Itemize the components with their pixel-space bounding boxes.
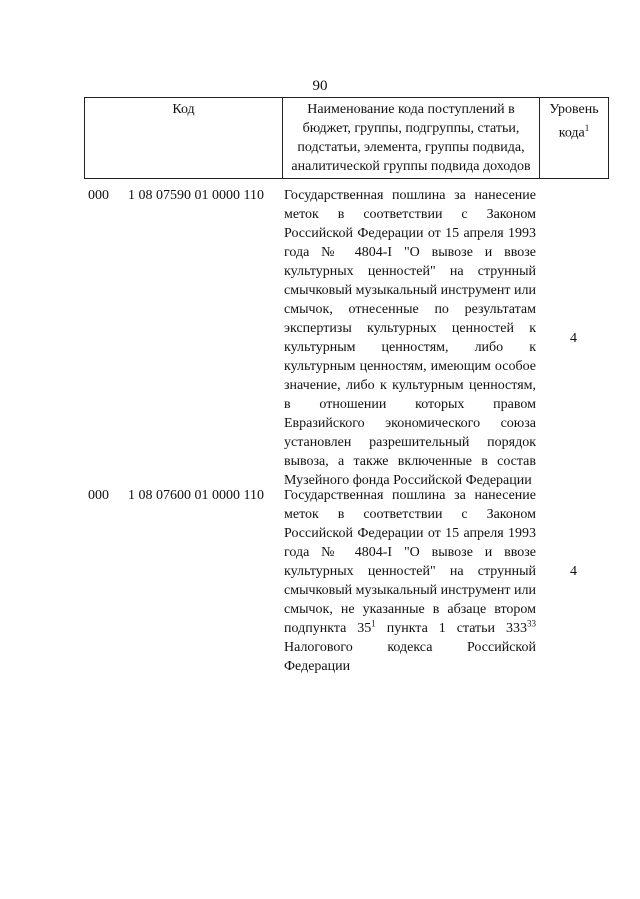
row-revenue-code: 1 08 07590 01 0000 110 xyxy=(128,188,264,203)
footnote-superscript: 1 xyxy=(371,618,376,629)
row-description-part: пункта 1 статьи 333 xyxy=(375,621,527,636)
page-number: 90 xyxy=(312,78,328,94)
header-level xyxy=(540,98,609,179)
header-name: Наименование кода поступлений в бюджет, группы, подгруппы, статьи, подстатьи, элемента, группы подвида, аналитической группы подвида доходов xyxy=(283,98,540,179)
row-level: 4 xyxy=(570,564,577,579)
row-description: Государственная пошлина за нанесение меток в соответствии с Законом Российской Федерации от 15 апреля 1993 года № 4804-I "О вывозе и ввозе культурных ценностей" на струнный смычковый музыкальный инструмент или смычок, отнесенные по результатам экспертизы культурных ценностей к культурным ценностям, либо к культурным ценностям, имеющим особое значение, либо к культурным ценностям, в отношении которых правом Евразийского экономического союза установлен разрешительный порядок вывоза, а также включенные в состав Музейного фонда Российской Федерации xyxy=(284,188,536,488)
table-header xyxy=(84,97,609,179)
row-admin-code: 000 xyxy=(88,488,109,503)
row-description xyxy=(284,486,536,676)
header-level-footnote: 1 xyxy=(584,123,590,133)
row-revenue-code: 1 08 07600 01 0000 110 xyxy=(128,488,264,503)
row-admin-code: 000 xyxy=(88,188,109,203)
row-description-part: Налогового кодекса Российской Федерации xyxy=(284,640,536,674)
header-level-label: Уровень кода xyxy=(549,102,599,141)
row-description-part: Государственная пошлина за нанесение меток в соответствии с Законом Российской Федерации от 15 апреля 1993 года № 4804-I "О вывозе и ввозе культурных ценностей" на струнный смычковый музыкальный инструмент или смычок, не указанные в абзаце втором подпункта 35 xyxy=(284,488,536,636)
footnote-superscript: 33 xyxy=(526,618,536,629)
row-level: 4 xyxy=(570,331,577,346)
header-code: Код xyxy=(85,98,283,179)
